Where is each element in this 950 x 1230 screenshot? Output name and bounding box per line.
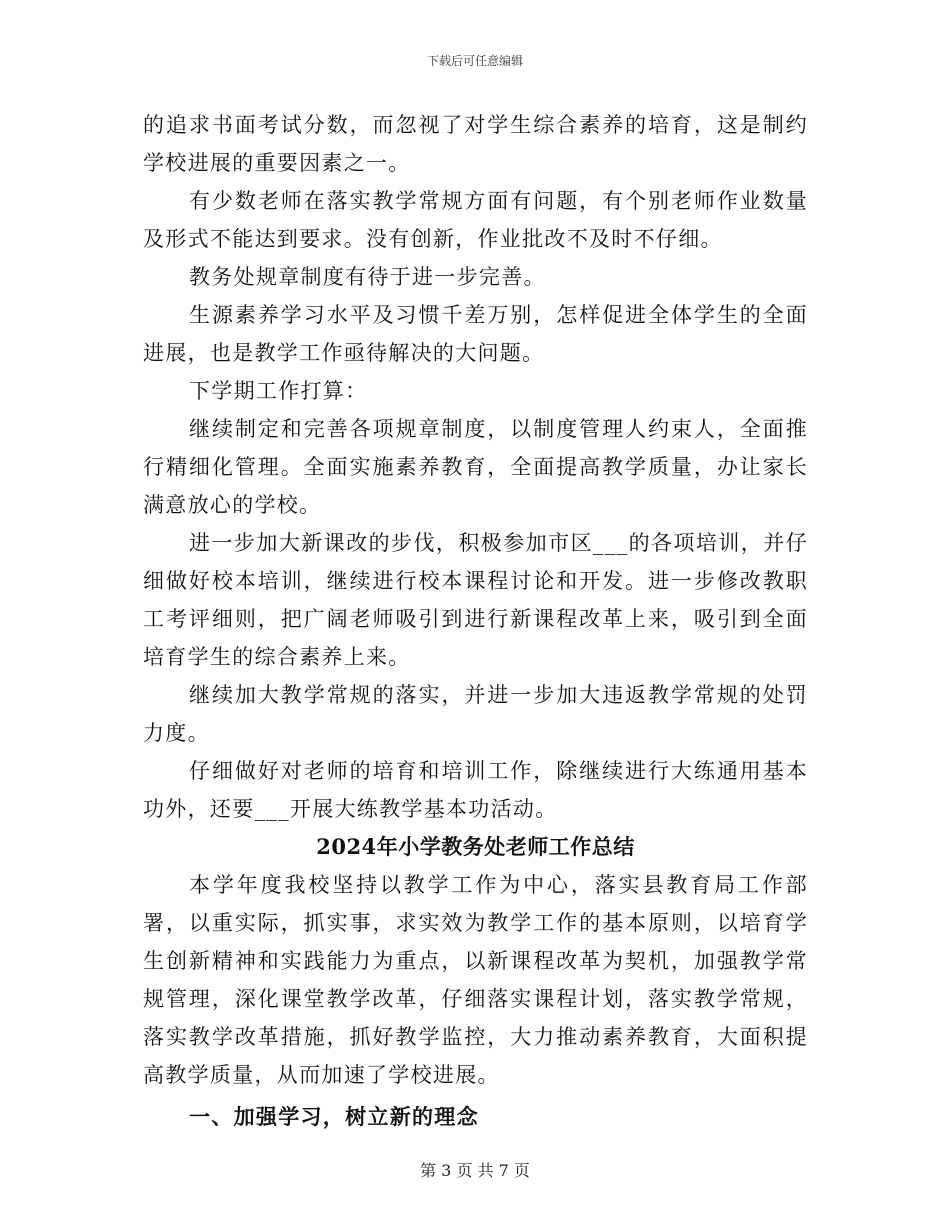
- paragraph: 有少数老师在落实教学常规方面有问题，有个别老师作业数量及形式不能达到要求。没有创新，作业批改不及时不仔细。: [143, 189, 808, 251]
- paragraph: 继续制定和完善各项规章制度，以制度管理人约束人，全面推行精细化管理。全面实施素养教育，全面提高教学质量，办让家长满意放心的学校。: [143, 417, 808, 517]
- page-footer: 第 3 页 共 7 页: [420, 1161, 530, 1180]
- page-header: 下载后可任意编辑: [426, 54, 523, 68]
- paragraph: 进一步加大新课改的步伐，积极参加市区___的各项培训，并仔细做好校本培训，继续进行校本课程讨论和开发。进一步修改教职工考评细则，把广阔老师吸引到进行新课程改革上来，吸引到全面培育学生的综合素养上来。: [143, 531, 808, 669]
- intro-paragraph: 本学年度我校坚持以教学工作为中心，落实县教育局工作部署，以重实际，抓实事，求实效为教学工作的基本原则，以培育学生创新精神和实践能力为重点，以新课程改革为契机，加强教学常规管理，深化课堂教学改革，仔细落实课程计划，落实教学常规，落实教学改革措施，抓好教学监控，大力推动素养教育，大面积提高教学质量，从而加速了学校进展。: [143, 873, 808, 1087]
- paragraph: 下学期工作打算：: [189, 379, 368, 403]
- paragraph: 仔细做好对老师的培育和培训工作，除继续进行大练通用基本功外，还要___开展大练教学基本功活动。: [143, 759, 808, 821]
- paragraph: 的追求书面考试分数，而忽视了对学生综合素养的培育，这是制约学校进展的重要因素之一。: [143, 113, 808, 175]
- document-body: [143, 106, 808, 1136]
- document-title: 2024年小学教务处老师工作总结: [316, 834, 635, 859]
- paragraph: 生源素养学习水平及习惯千差万别，怎样促进全体学生的全面进展，也是教学工作亟待解决的大问题。: [143, 303, 808, 365]
- section-heading: 一、加强学习，树立新的理念: [189, 1104, 479, 1129]
- paragraph: 继续加大教学常规的落实，并进一步加大违返教学常规的处罚力度。: [143, 683, 808, 745]
- paragraph: 教务处规章制度有待于进一步完善。: [189, 265, 546, 289]
